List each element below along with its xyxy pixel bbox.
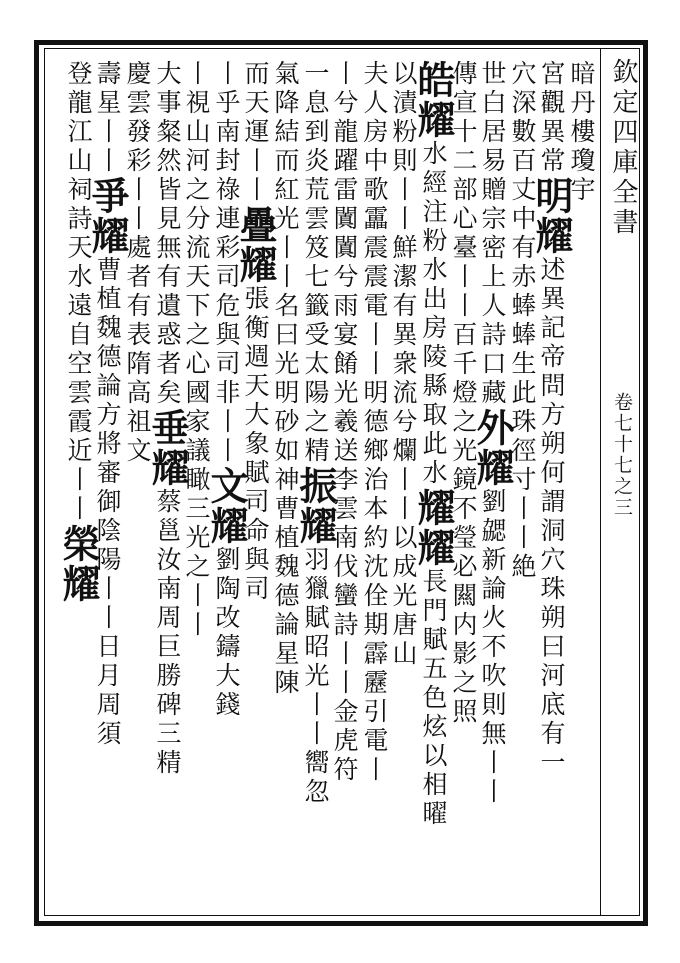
text-segment: 宮觀異常: [537, 60, 566, 176]
text-segment: 羽獵賦昭光丨丨嚮忽: [301, 546, 330, 807]
text-segment: 世白居易贈宗密上人詩口藏: [478, 60, 507, 408]
text-segment: 大事粲然皆見無有遺惑者矣: [153, 60, 182, 408]
headword: 垂耀: [145, 408, 190, 488]
text-segment: 述異記帝問方朔何謂洞穴珠朔曰河底有一: [537, 256, 566, 778]
text-segment: 曹植魏德論方將審御陰陽丨丨日月周須: [93, 256, 122, 749]
text-segment: 一息到炎荒雲笈七籤受太陽之精: [301, 60, 330, 466]
text-segment: 張衡週天大象賦司命與司: [241, 285, 270, 604]
text-segment: 壽星丨丨: [93, 60, 122, 176]
text-segment: 傳宣十二部心臺丨丨百千燈: [449, 60, 478, 408]
headword: 文耀: [204, 466, 249, 546]
text-segment: 丨乎南封: [212, 60, 241, 176]
text-segment: 暗丹樓瓊宇: [567, 60, 596, 205]
text-segment: 如神曹植魏德論星陳: [271, 437, 300, 698]
text-segment: 長門賦五色炫以相曜: [419, 568, 448, 829]
headword: 疊耀: [233, 205, 278, 285]
headword: 外耀: [470, 408, 515, 488]
text-segment: 丨兮龍躍雷闐闐兮雨宴餚光羲送李雲南伐蠻詩丨丨金虎符: [330, 60, 359, 785]
headword: 明耀: [529, 176, 574, 256]
margin-volume-label: 卷七十七之三: [611, 392, 633, 518]
text-segment: 丨丨處者有表隋高祖文: [123, 176, 152, 466]
text-segment: 慶雲發彩: [123, 60, 152, 176]
text-segment: 穴深數百丈中有赤蜯蜯生此珠徑寸丨丨絶: [508, 60, 537, 582]
text-segment: 議瞰三光之丨丨: [182, 437, 211, 640]
headword: 皓耀: [411, 60, 456, 140]
text-segment: 水經注粉水出房陵縣取此水: [419, 140, 448, 488]
headword: 榮耀: [56, 524, 101, 604]
text-segment: 丨視山河之分流天下之心國家: [182, 60, 211, 437]
text-segment: 夫人房中歌靁震震電丨丨明德鄉治本約沈佺期霹靂引電丨: [360, 60, 389, 785]
text-segment: 蔡邕汝南周巨勝碑三精: [153, 488, 182, 778]
text-column: [56, 60, 101, 900]
margin-book-title: 欽定四庫全書: [608, 58, 638, 238]
text-segment: 劉陶改鑄大錢: [212, 546, 241, 720]
text-segment: 氣降結而紅光丨丨名曰光明砂: [271, 60, 300, 437]
text-segment: 登龍江山祠詩天水遠自空雲霞近丨丨: [64, 60, 93, 524]
text-segment: 兮爛丨丨以成光唐山: [389, 408, 418, 669]
text-segment: 而天運丨丨: [241, 60, 270, 205]
headword: 耀耀: [411, 488, 456, 568]
text-segment: 祿連彩司危與司非丨丨: [212, 176, 241, 466]
text-segment: 以漬粉則丨丨鮮潔有異衆流: [389, 60, 418, 408]
headword: 振耀: [293, 466, 338, 546]
headword: 爭耀: [85, 176, 130, 256]
text-segment: 劉勰新論火不吹則無丨丨: [478, 488, 507, 807]
text-segment: 之光鏡不瑩必闗内影之照: [449, 408, 478, 727]
